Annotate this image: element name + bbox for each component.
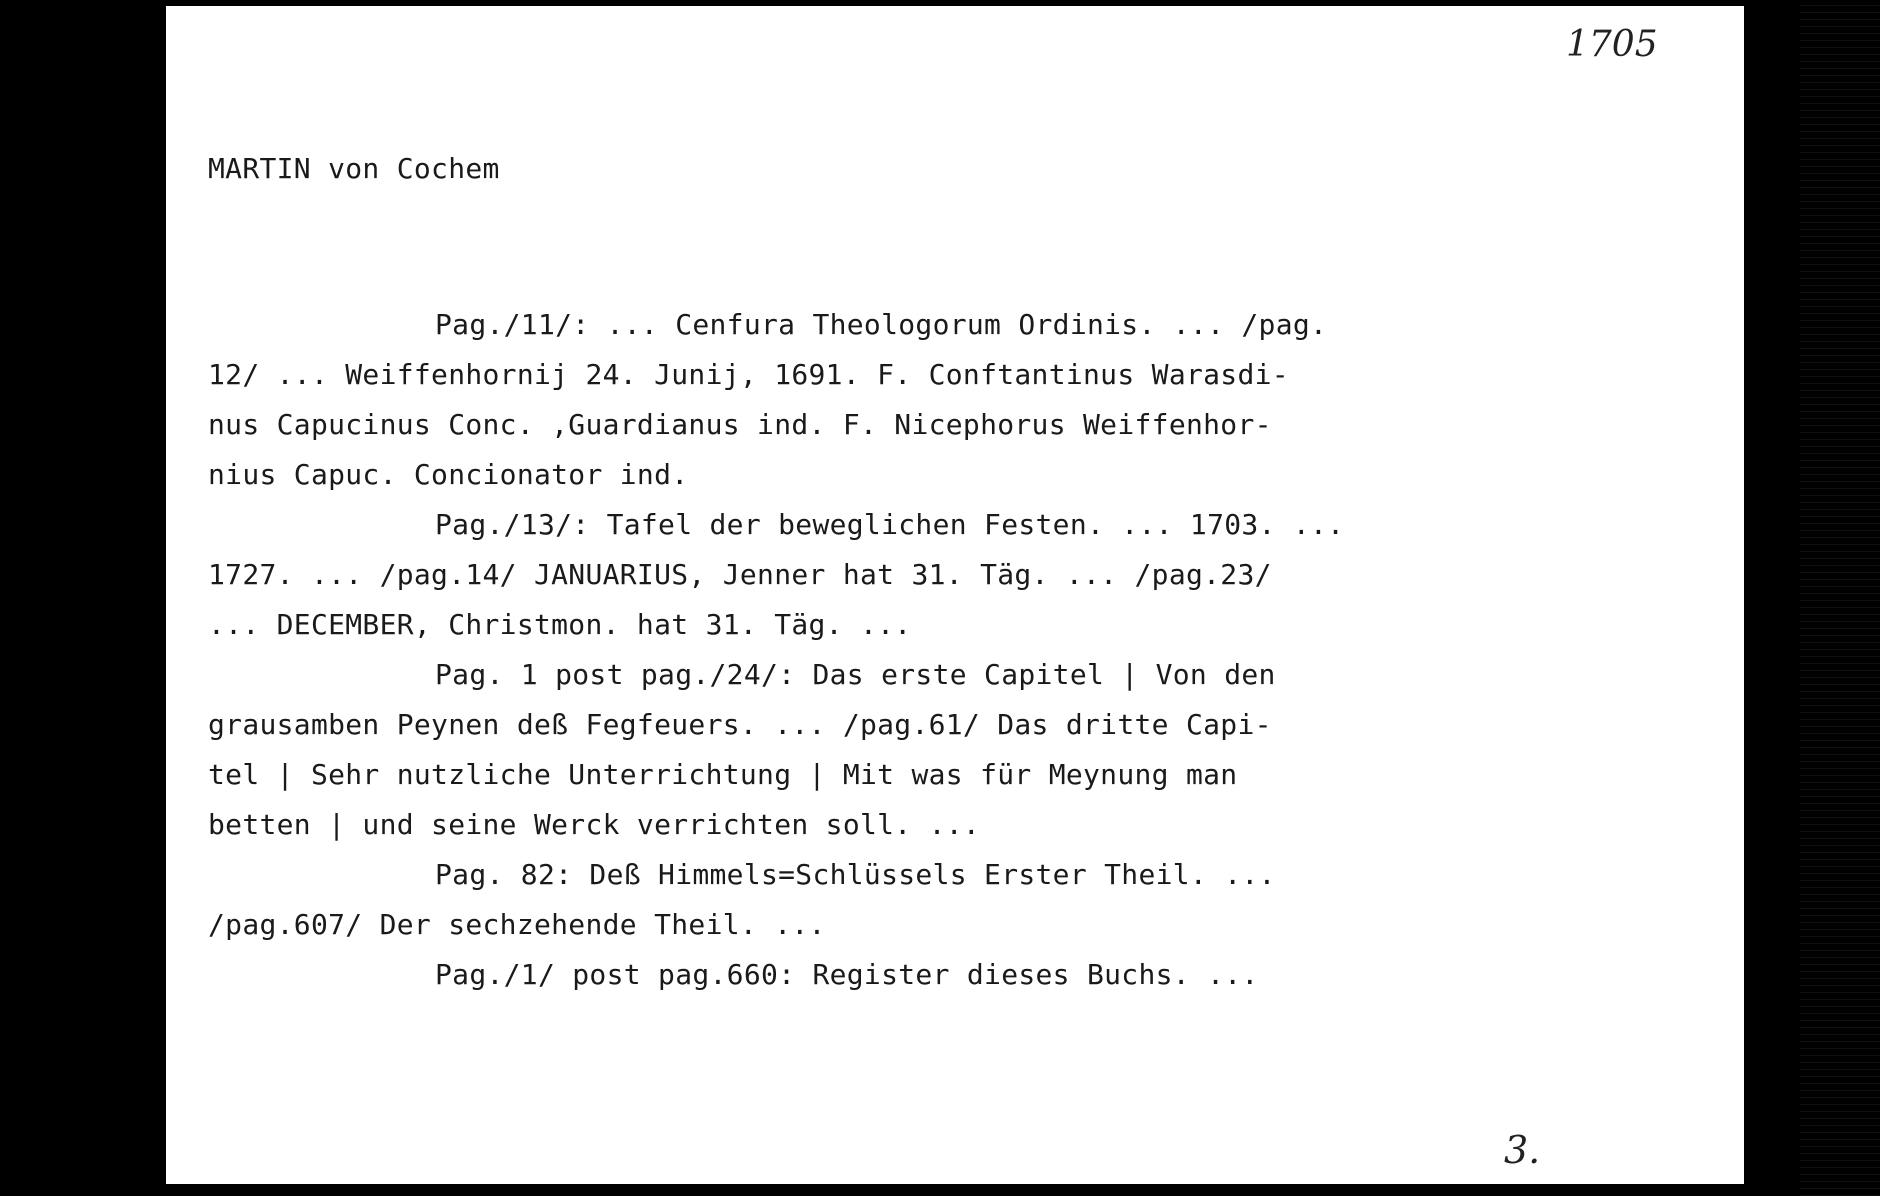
text-line: Pag./11/: ... Cenfura Theologorum Ordinis. ... /pag. bbox=[435, 308, 1328, 341]
handwritten-card-number: 1705 bbox=[1566, 24, 1658, 65]
card-body bbox=[208, 300, 1528, 1000]
text-line: Pag. 82: Deß Himmels=Schlüssels Erster Theil. ... bbox=[435, 858, 1276, 891]
handwritten-page-mark: 3. bbox=[1504, 1128, 1541, 1172]
card-heading: MARTIN von Cochem bbox=[208, 152, 500, 185]
text-line: Pag./1/ post pag.660: Register dieses Buchs. ... bbox=[435, 958, 1259, 991]
text-line: Pag./13/: Tafel der beweglichen Festen. ... 1703. ... bbox=[435, 508, 1345, 541]
text-line: grausamben Peynen deß Fegfeuers. ... /pag.61/ Das dritte Capi- bbox=[208, 708, 1272, 741]
text-line: Pag. 1 post pag./24/: Das erste Capitel | Von den bbox=[435, 658, 1276, 691]
text-line: 1727. ... /pag.14/ JANUARIUS, Jenner hat 31. Täg. ... /pag.23/ bbox=[208, 558, 1272, 591]
text-line: /pag.607/ Der sechzehende Theil. ... bbox=[208, 908, 826, 941]
text-line: tel | Sehr nutzliche Unterrichtung | Mit was für Meynung man bbox=[208, 758, 1238, 791]
scanner-edge-noise bbox=[1800, 0, 1880, 1196]
text-line: nus Capucinus Conc. ,Guardianus ind. F. Nicephorus Weiffenhor- bbox=[208, 408, 1272, 441]
text-line: ... DECEMBER, Christmon. hat 31. Täg. ... bbox=[208, 608, 912, 641]
text-line: betten | und seine Werck verrichten soll. ... bbox=[208, 808, 981, 841]
text-line: 12/ ... Weiffenhornij 24. Junij, 1691. F. Conftantinus Warasdi- bbox=[208, 358, 1289, 391]
text-line: nius Capuc. Concionator ind. bbox=[208, 458, 689, 491]
